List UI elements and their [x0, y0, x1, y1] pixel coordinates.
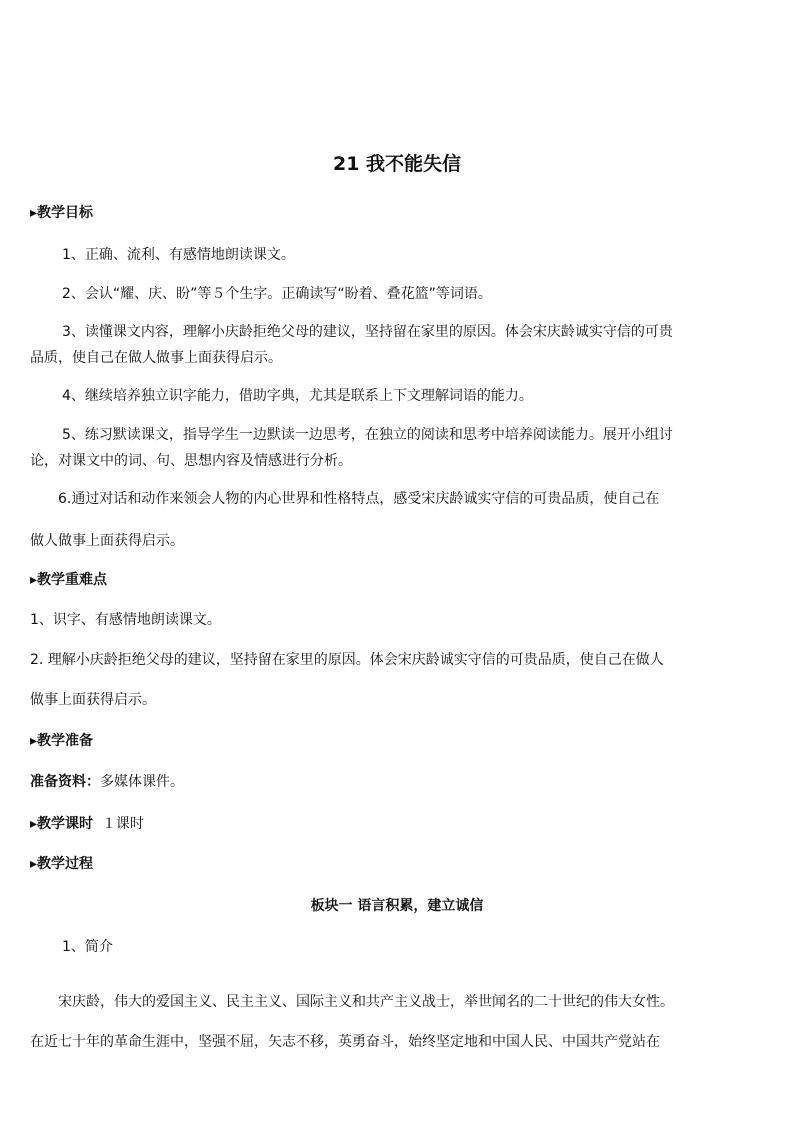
preparation-line — [30, 772, 764, 792]
process-heading: ▸教学过程 — [30, 856, 94, 872]
intro-paragraph-line-2: 在近七十年的革命生涯中，坚强不屈，矢志不移，英勇奋斗，始终坚定地和中国人民、中国共产党站在 — [30, 1034, 660, 1050]
goal-item-4: 4、继续培养独立识字能力，借助字典，尤其是联系上下文理解词语的能力。 — [62, 388, 533, 404]
key-point-item-2: 2. 理解小庆龄拒绝父母的建议，坚持留在家里的原因。体会宋庆龄诚实守信的可贵品质，使自己在做人 — [30, 652, 664, 668]
preparation-label: 准备资料： — [30, 774, 100, 790]
goal-item-3: 3、读懂课文内容，理解小庆龄拒绝父母的建议，坚持留在家里的原因。体会宋庆龄诚实守信的可贵 — [62, 324, 673, 340]
class-hours-heading: ▸教学课时 — [30, 816, 94, 832]
class-hours-value: １课时 — [101, 816, 144, 832]
goals-heading: ▸教学目标 — [30, 205, 94, 221]
goal-item-5: 5、练习默读课文，指导学生一边默读一边思考，在独立的阅读和思考中培养阅读能力。展开小组讨 — [62, 427, 673, 443]
page-title: 21 我不能失信 — [332, 153, 462, 175]
block-title: 板块一 语言积累，建立诚信 — [310, 898, 484, 914]
process-subheading: 1、简介 — [62, 939, 113, 955]
key-point-item-1: 1、识字、有感情地朗读课文。 — [30, 612, 221, 628]
goal-item-1: 1、正确、流利、有感情地朗读课文。 — [62, 247, 295, 263]
goal-item-6: 6.通过对话和动作来领会人物的内心世界和性格特点，感受宋庆龄诚实守信的可贵品质，使自己在 — [58, 491, 660, 507]
class-hours-line — [30, 814, 764, 834]
goal-item-3-cont: 品质，使自己在做人做事上面获得启示。 — [30, 350, 282, 366]
goal-item-2: 2、会认“耀、庆、盼”等５个生字。正确读写“盼着、叠花篮”等词语。 — [62, 286, 492, 302]
preparation-value: 多媒体课件。 — [100, 774, 184, 790]
goal-item-5-cont: 论，对课文中的词、句、思想内容及情感进行分析。 — [30, 453, 352, 469]
preparation-heading: ▸教学准备 — [30, 733, 94, 749]
goal-item-6-cont: 做人做事上面获得启示。 — [30, 533, 184, 549]
key-point-item-2-cont: 做事上面获得启示。 — [30, 692, 156, 708]
intro-paragraph-line-1: 宋庆龄，伟大的爱国主义、民主主义、国际主义和共产主义战士，举世闻名的二十世纪的伟大女性。 — [58, 994, 674, 1010]
key-points-heading: ▸教学重难点 — [30, 572, 108, 588]
